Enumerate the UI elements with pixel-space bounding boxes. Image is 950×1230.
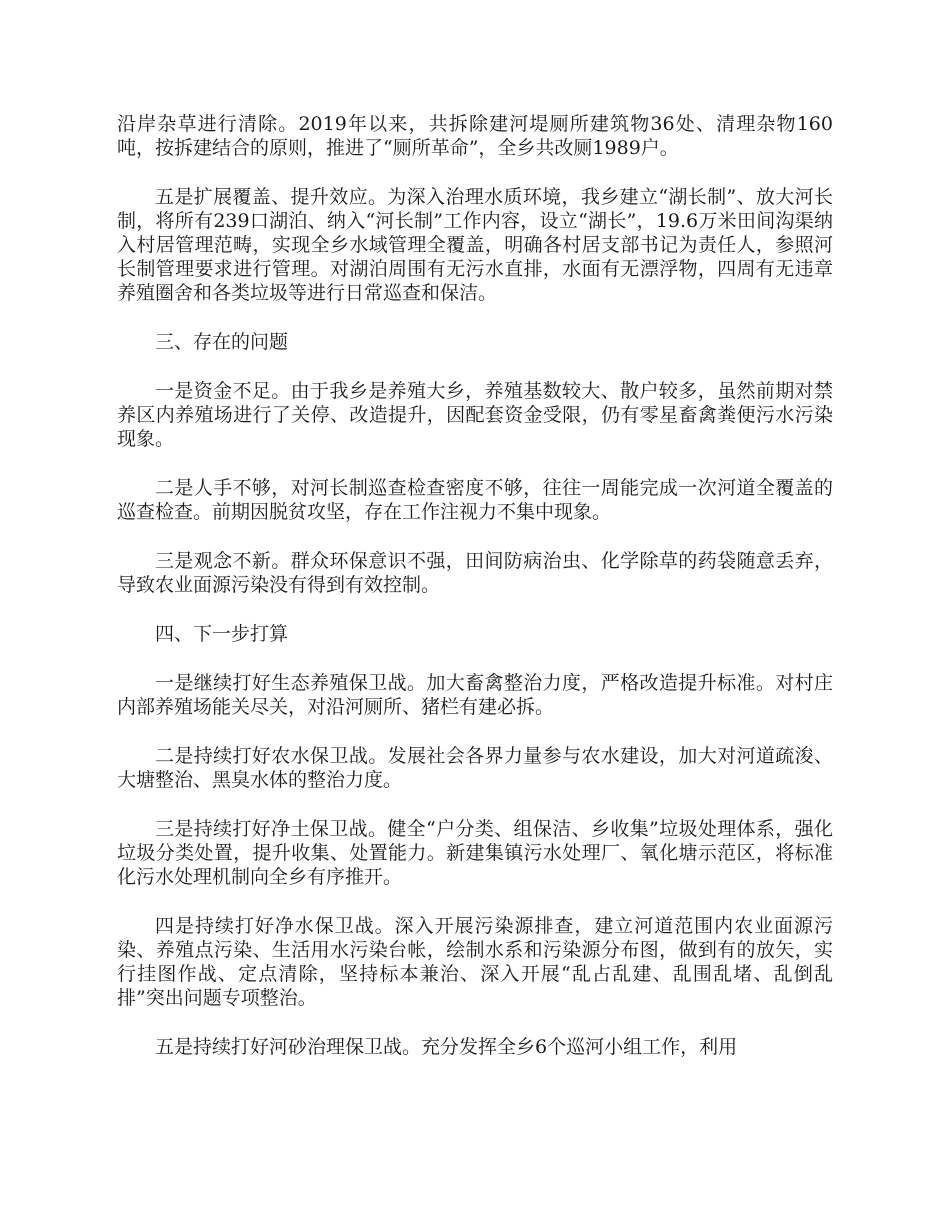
document-body xyxy=(117,112,833,1084)
section-heading-next-steps: 四、下一步打算 xyxy=(155,623,289,645)
paragraph-insufficient-staff: 二是人手不够，对河长制巡查检查密度不够，往往一周能完成一次河道全覆盖的巡查检查。前期因脱贫攻坚，存在工作注视力不集中现象。 xyxy=(117,477,833,523)
paragraph-insufficient-funds: 一是资金不足。由于我乡是养殖大乡，养殖基数较大、散户较多，虽然前期对禁养区内养殖场进行了关停、改造提升，因配套资金受限，仍有零星畜禽粪便污水污染现象。 xyxy=(117,380,833,450)
section-heading-problems: 三、存在的问题 xyxy=(155,331,289,353)
paragraph-outdated-concepts: 三是观念不新。群众环保意识不强，田间防病治虫、化学除草的药袋随意丢弃，导致农业面源污染没有得到有效控制。 xyxy=(117,550,833,596)
paragraph-clean-soil: 三是持续打好净土保卫战。健全“户分类、组保洁、乡收集”垃圾处理体系，强化垃圾分类处置，提升收集、处置能力。新建集镇污水处理厂、氧化塘示范区，将标准化污水处理机制向全乡有序推开。 xyxy=(117,818,833,888)
paragraph-expand-coverage: 五是扩展覆盖、提升效应。为深入治理水质环境，我乡建立“湖长制”、放大河长制，将所有239口湖泊、纳入“河长制”工作内容，设立“湖长”，19.6万米田间沟渠纳入村居管理范畴，实现全乡水域管理全覆盖，明确各村居支部书记为责任人，参照河长制管理要求进行管理。对湖泊周围有无污水直排，水面有无漂浮物，四周有无违章养殖圈舍和各类垃圾等进行日常巡查和保洁。 xyxy=(117,186,833,304)
paragraph-continuation: 沿岸杂草进行清除。2019年以来，共拆除建河堤厕所建筑物36处、清理杂物160吨，按拆建结合的原则，推进了“厕所革命”，全乡共改厕1989户。 xyxy=(117,113,833,159)
paragraph-ecological-farming: 一是继续打好生态养殖保卫战。加大畜禽整治力度，严格改造提升标准。对村庄内部养殖场能关尽关，对沿河厕所、猪栏有建必拆。 xyxy=(117,672,833,718)
paragraph-farm-water: 二是持续打好农水保卫战。发展社会各界力量参与农水建设，加大对河道疏浚、大塘整治、黑臭水体的整治力度。 xyxy=(117,745,833,791)
paragraph-clean-water: 四是持续打好净水保卫战。深入开展污染源排查，建立河道范围内农业面源污染、养殖点污染、生活用水污染台帐，绘制水系和污染源分布图，做到有的放矢，实行挂图作战、定点清除，坚持标本兼治、深入开展“乱占乱建、乱围乱堵、乱倒乱排”突出问题专项整治。 xyxy=(117,915,833,1009)
paragraph-river-sand: 五是持续打好河砂治理保卫战。充分发挥全乡6个巡河小组工作，利用 xyxy=(155,1036,738,1058)
